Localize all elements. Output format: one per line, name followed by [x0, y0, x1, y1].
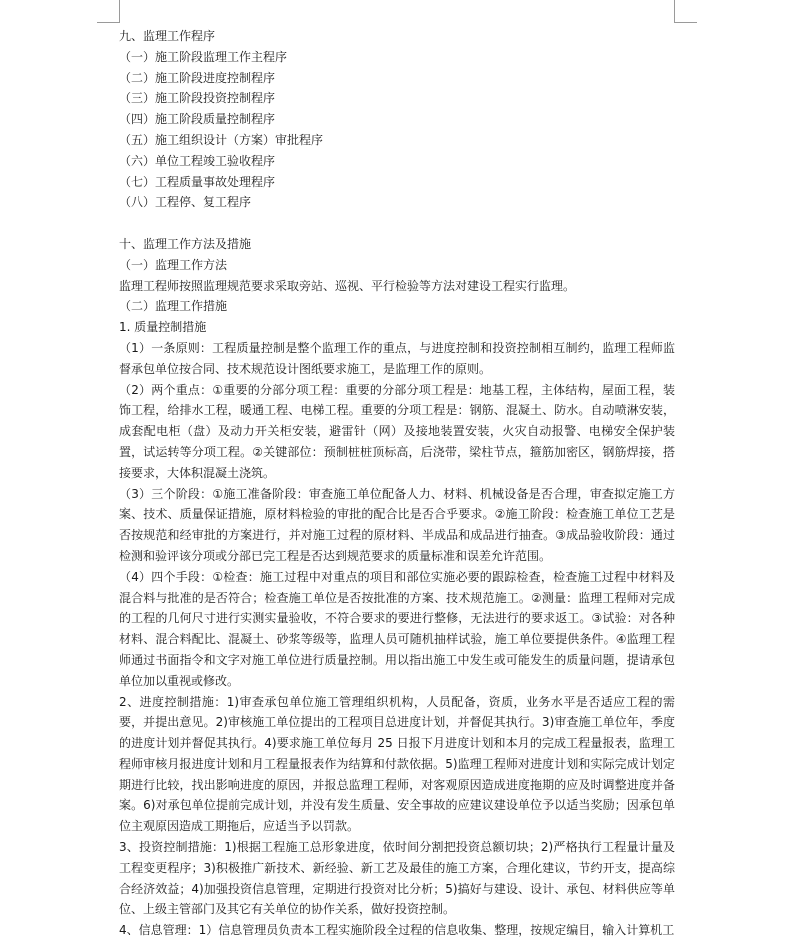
procedure-item: （二）施工阶段进度控制程序	[119, 70, 276, 85]
quality-key-points-paragraph: （2）两个重点：①重要的分部分项工程：重要的分部分项工程是：地基工程，主体结构，屋面工程，装饰工程，给排水工程，暖通工程、电梯工程。重要的分项工程是：钢筋、混凝土、防水。自动喷淋安装，成套配电柜（盘）及动力开关柜安装，避雷针（网）及接地装置安装，火灾自动报警、电梯安全保护装置，试运转等分项工程。②关键部位：预制桩桩顶标高，后浇带，梁柱节点，箍筋加密区，钢筋焊接，搭接要求，大体积混凝土浇筑。	[119, 382, 675, 480]
quality-means-paragraph: （4）四个手段：①检查：施工过程中对重点的项目和部位实施必要的跟踪检查，检查施工过程中材料及混合料与批准的是否符合；检查施工单位是否按批准的方案、技术规范施工。②测量：监理工程师对完成的工程的几何尺寸进行实测实量验收，不符合要求的要进行整修，无法进行的要求返工。③试验：对各种材料、混合料配比、混凝土、砂浆等级等，监理人员可随机抽样试验，施工单位要提供条件。④监理工程师通过书面指令和文字对施工单位进行质量控制。用以指出施工中发生或可能发生的质量问题，提请承包单位加以重视或修改。	[119, 569, 675, 688]
quality-stages-paragraph: （3）三个阶段：①施工准备阶段：审查施工单位配备人力、材料、机械设备是否合理，审查拟定施工方案、技术、质量保证措施，原材料检验的审批的配合比是否合乎要求。②施工阶段：检查施工单位工艺是否按规范和经审批的方案进行，并对施工过程的原材料、半成品和成品进行抽查。③成品验收阶段：通过检测和验评该分项或分部已完工程是否达到规范要求的质量标准和误差允许范围。	[119, 486, 675, 563]
section-heading-10: 十、监理工作方法及措施	[119, 236, 252, 251]
procedure-item: （三）施工阶段投资控制程序	[119, 91, 276, 106]
procedure-item: （七）工程质量事故处理程序	[119, 174, 276, 189]
blank-line	[119, 213, 675, 234]
progress-control-paragraph: 2、进度控制措施：1)审查承包单位施工管理组织机构，人员配备，资质，业务水平是否适应工程的需要，并提出意见。2)审核施工单位提出的工程项目总进度计划，并督促其执行。3)审查施工单位年，季度的进度计划并督促其执行。4)要求施工单位每月 25 日报下月进度计划和本月的完成工程量报表，监理工程师审核月报进度计划和月工程量报表作为结算和付款依据。5)监理工程师对进度计划和实际完成计划定期进行比较，找出影响进度的原因，并报总监理工程师，对客观原因造成进度拖期的应及时调整进度并备案。6)对承包单位提前完成计划，并没有发生质量、安全事故的应建议建设单位予以适当奖励；因承包单位主观原因造成工期拖后，应适当予以罚款。	[119, 694, 675, 834]
quality-principle-paragraph: （1）一条原则：工程质量控制是整个监理工作的重点，与进度控制和投资控制相互制约，监理工程师监督承包单位按合同、技术规范设计图纸要求施工，是监理工作的原则。	[119, 340, 675, 376]
procedure-item: （五）施工组织设计（方案）审批程序	[119, 132, 324, 147]
procedure-item: （四）施工阶段质量控制程序	[119, 112, 276, 127]
methods-paragraph: 监理工程师按照监理规范要求采取旁站、巡视、平行检验等方法对建设工程实行监理。	[119, 278, 576, 293]
page-corner-mark-top-right	[674, 0, 697, 23]
procedure-item: （八）工程停、复工程序	[119, 195, 252, 210]
subsection-title-methods: （一）监理工作方法	[119, 257, 228, 272]
subsection-title-measures: （二）监理工作措施	[119, 299, 228, 314]
investment-control-paragraph: 3、投资控制措施：1)根据工程施工总形象进度，依时间分割把投资总额切块；2)严格执行工程量计量及工程变更程序；3)积极推广新技术、新经验、新工艺及最佳的施工方案，合理化建议，节约开支，提高综合经济效益；4)加强投资信息管理，定期进行投资对比分析；5)搞好与建设、设计、承包、材料供应等单位、上级主管部门及其它有关单位的协作关系，做好投资控制。	[119, 840, 675, 917]
page-corner-mark-top-left	[97, 0, 120, 23]
procedure-item: （六）单位工程竣工验收程序	[119, 153, 276, 168]
information-management-paragraph: 4、信息管理：1）信息管理员负责本工程实施阶段全过程的信息收集、整理，按规定编目，输入计算机工	[119, 923, 675, 938]
section-heading-9: 九、监理工作程序	[119, 29, 216, 43]
document-body	[119, 26, 675, 940]
quality-control-title: 1. 质量控制措施	[119, 320, 207, 335]
procedure-item: （一）施工阶段监理工作主程序	[119, 49, 288, 64]
